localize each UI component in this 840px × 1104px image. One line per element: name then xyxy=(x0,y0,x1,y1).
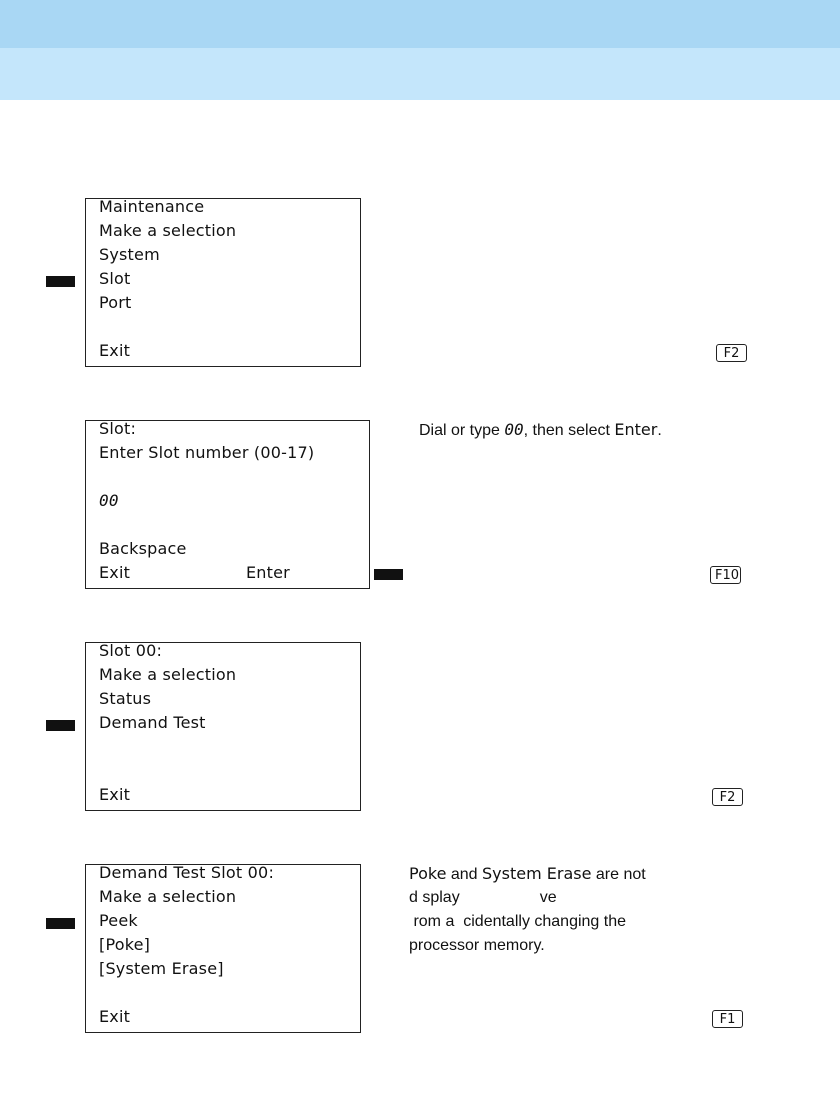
header-band-bottom xyxy=(0,48,840,100)
function-key-f2[interactable]: F2 xyxy=(716,344,747,362)
selection-marker xyxy=(46,918,75,929)
screen-slot-menu xyxy=(85,642,361,811)
note-line-4: processor memory. xyxy=(409,937,545,954)
slot-number-input[interactable]: 00 xyxy=(99,491,119,510)
menu-item-port[interactable]: Port xyxy=(99,293,132,312)
menu-item-exit[interactable]: Exit xyxy=(99,785,131,804)
screen-title: Demand Test Slot 00: xyxy=(99,863,275,882)
function-key-f10[interactable]: F10 xyxy=(710,566,741,584)
menu-item-backspace[interactable]: Backspace xyxy=(99,539,187,558)
menu-item-system-erase[interactable]: [System Erase] xyxy=(99,959,224,978)
screen-slot-entry xyxy=(85,420,370,589)
selection-marker xyxy=(46,720,75,731)
slot-value: 00 xyxy=(504,420,524,439)
menu-item-exit[interactable]: Exit xyxy=(99,341,131,360)
menu-item-demand-test[interactable]: Demand Test xyxy=(99,713,206,732)
screen-prompt: Make a selection xyxy=(99,887,237,906)
screen-prompt: Make a selection xyxy=(99,665,237,684)
note-line-2: d splay ve xyxy=(409,889,557,906)
function-key-f2[interactable]: F2 xyxy=(712,788,743,806)
menu-item-exit[interactable]: Exit xyxy=(99,563,131,582)
note-line-3: rom a cidentally changing the xyxy=(409,913,627,930)
menu-item-system[interactable]: System xyxy=(99,245,160,264)
menu-item-poke[interactable]: [Poke] xyxy=(99,935,151,954)
menu-item-exit[interactable]: Exit xyxy=(99,1007,131,1026)
screen-title: Slot: xyxy=(99,419,137,438)
enter-term: Enter xyxy=(614,420,658,439)
screen-demand-test xyxy=(85,864,361,1033)
note-hidden-options: Poke and System Erase are not xyxy=(409,864,646,883)
screen-title: Maintenance xyxy=(99,197,205,216)
menu-item-slot[interactable]: Slot xyxy=(99,269,131,288)
instruction-dial-slot: Dial or type 00, then select Enter. xyxy=(419,420,662,439)
header-band-top xyxy=(0,0,840,48)
screen-prompt: Enter Slot number (00-17) xyxy=(99,443,315,462)
function-key-f1[interactable]: F1 xyxy=(712,1010,743,1028)
menu-item-enter[interactable]: Enter xyxy=(246,563,290,582)
screen-title: Slot 00: xyxy=(99,641,163,660)
menu-item-status[interactable]: Status xyxy=(99,689,152,708)
selection-marker xyxy=(46,276,75,287)
selection-marker xyxy=(374,569,403,580)
screen-maintenance xyxy=(85,198,361,367)
menu-item-peek[interactable]: Peek xyxy=(99,911,138,930)
screen-prompt: Make a selection xyxy=(99,221,237,240)
